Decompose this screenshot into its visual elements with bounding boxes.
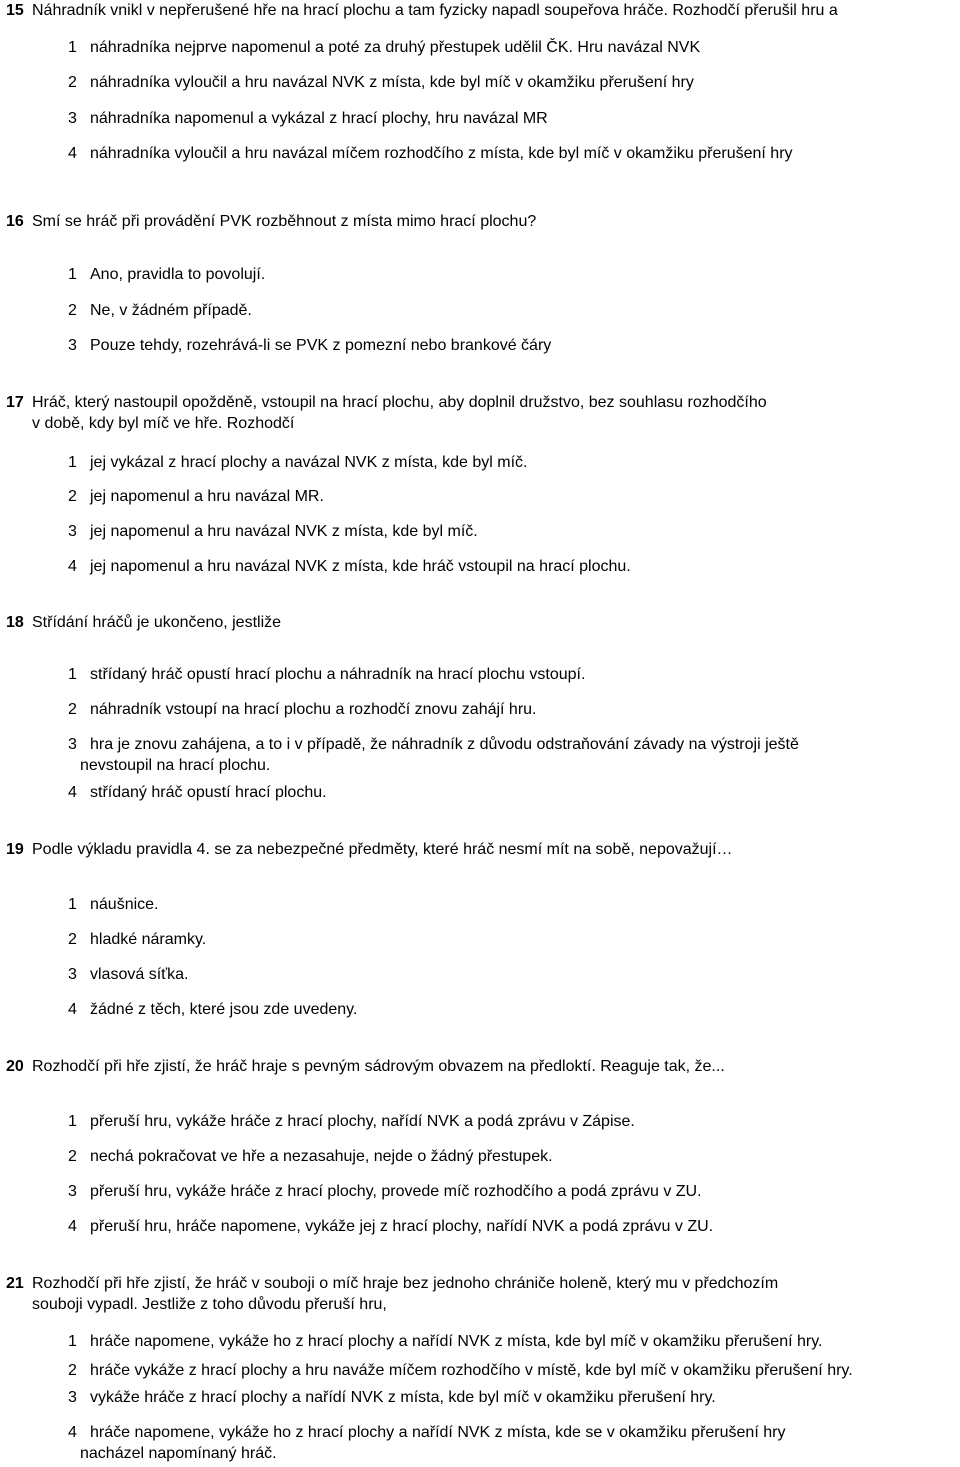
option-number: 3: [68, 523, 77, 540]
option-text: hráče napomene, vykáže ho z hrací plochy a nařídí NVK z místa, kde se v okamžiku přerušení hry: [90, 1424, 786, 1441]
option-text: náhradníka napomenul a vykázal z hrací plochy, hru navázal MR: [90, 110, 548, 127]
option-item: [0, 108, 960, 129]
option-number: 1: [68, 454, 77, 471]
question-text: Střídání hráčů je ukončeno, jestliže: [32, 614, 282, 631]
option-item: [0, 1216, 960, 1237]
option-item: [0, 964, 960, 985]
option-item: [0, 734, 960, 776]
question-16: [0, 211, 960, 354]
option-item: [0, 929, 960, 950]
option-number: 1: [68, 896, 77, 913]
option-number: 1: [68, 1333, 77, 1350]
option-text: náhradník vstoupí na hrací plochu a rozhodčí znovu zahájí hru.: [90, 701, 537, 718]
option-text: střídaný hráč opustí hrací plochu a náhradník na hrací plochu vstoupí.: [90, 666, 586, 683]
option-number: 2: [68, 1148, 77, 1165]
option-number: 4: [68, 1218, 77, 1235]
option-text: přeruší hru, vykáže hráče z hrací plochy, nařídí NVK a podá zprávu v Zápise.: [90, 1113, 635, 1130]
option-text: vlasová síťka.: [90, 966, 189, 983]
option-item: [0, 1181, 960, 1202]
option-item: [0, 486, 960, 507]
option-number: 2: [68, 701, 77, 718]
option-number: 4: [68, 1001, 77, 1018]
option-text: jej napomenul a hru navázal NVK z místa, kde hráč vstoupil na hrací plochu.: [90, 558, 631, 575]
option-number: 2: [68, 1362, 77, 1379]
option-text: náhradníka vyloučil a hru navázal NVK z místa, kde byl míč v okamžiku přerušení hry: [90, 74, 694, 91]
option-item: [0, 335, 960, 356]
question-text: Smí se hráč při provádění PVK rozběhnout z místa mimo hrací plochu?: [32, 213, 537, 230]
question-text: Náhradník vnikl v nepřerušené hře na hrací plochu a tam fyzicky napadl soupeřova hráče. Rozhodčí přerušil hru a: [32, 2, 838, 19]
option-number: 2: [68, 302, 77, 319]
option-item: [0, 556, 960, 577]
option-text: hráče vykáže z hrací plochy a hru naváže míčem rozhodčího v místě, kde byl míč v okamžiku přerušení hry.: [90, 1362, 853, 1379]
option-text: jej vykázal z hrací plochy a navázal NVK z místa, kde byl míč.: [90, 454, 528, 471]
option-text: náušnice.: [90, 896, 159, 913]
question-number: 15: [6, 2, 24, 19]
option-item: [0, 143, 960, 164]
option-text: Ne, v žádném případě.: [90, 302, 252, 319]
option-text: hladké náramky.: [90, 931, 207, 948]
option-text-continued: nevstoupil na hrací plochu.: [80, 757, 271, 774]
question-21: [0, 1273, 960, 1462]
option-number: 4: [68, 558, 77, 575]
option-item: [0, 1111, 960, 1132]
option-item: [0, 72, 960, 93]
option-number: 1: [68, 666, 77, 683]
option-text: žádné z těch, které jsou zde uvedeny.: [90, 1001, 358, 1018]
question-text: Hráč, který nastoupil opožděně, vstoupil na hrací plochu, aby doplnil družstvo, bez souhlasu rozhodčího: [32, 394, 767, 411]
question-number: 19: [6, 841, 24, 858]
option-number: 2: [68, 74, 77, 91]
option-number: 3: [68, 1183, 77, 1200]
option-item: [0, 999, 960, 1020]
question-number: 16: [6, 213, 24, 230]
option-item: [0, 452, 960, 473]
question-number: 17: [6, 394, 24, 411]
option-number: 2: [68, 488, 77, 505]
question-text: Rozhodčí při hře zjistí, že hráč hraje s pevným sádrovým obvazem na předloktí. Reaguje tak, že...: [32, 1058, 725, 1075]
option-item: [0, 300, 960, 321]
option-item: [0, 1387, 960, 1408]
option-text: hra je znovu zahájena, a to i v případě, že náhradník z důvodu odstraňování závady na výstroji ještě: [90, 736, 799, 753]
option-text-continued: nacházel napomínaný hráč.: [80, 1445, 277, 1462]
question-number: 18: [6, 614, 24, 631]
question-number: 20: [6, 1058, 24, 1075]
option-number: 4: [68, 145, 77, 162]
option-text: Pouze tehdy, rozehrává-li se PVK z pomezní nebo brankové čáry: [90, 337, 552, 354]
option-text: jej napomenul a hru navázal MR.: [90, 488, 324, 505]
option-item: [0, 664, 960, 685]
question-text-continued: v době, kdy byl míč ve hře. Rozhodčí: [32, 415, 295, 432]
option-text: náhradníka nejprve napomenul a poté za druhý přestupek udělil ČK. Hru navázal NVK: [90, 39, 701, 56]
option-text: Ano, pravidla to povolují.: [90, 266, 266, 283]
option-text: náhradníka vyloučil a hru navázal míčem rozhodčího z místa, kde byl míč v okamžiku přerušení hry: [90, 145, 793, 162]
option-item: [0, 1422, 960, 1464]
question-15: [0, 0, 960, 162]
option-item: [0, 699, 960, 720]
option-item: [0, 1360, 960, 1381]
option-item: [0, 782, 960, 803]
option-number: 4: [68, 784, 77, 801]
option-item: [0, 264, 960, 285]
option-number: 3: [68, 736, 77, 753]
option-number: 3: [68, 966, 77, 983]
question-19: [0, 839, 960, 1018]
option-item: [0, 1146, 960, 1167]
option-number: 3: [68, 1389, 77, 1406]
option-text: hráče napomene, vykáže ho z hrací plochy a nařídí NVK z místa, kde byl míč v okamžiku přerušení hry.: [90, 1333, 823, 1350]
option-number: 3: [68, 337, 77, 354]
question-20: [0, 1056, 960, 1235]
option-item: [0, 1331, 960, 1352]
option-text: střídaný hráč opustí hrací plochu.: [90, 784, 327, 801]
option-text: přeruší hru, hráče napomene, vykáže jej z hrací plochy, nařídí NVK a podá zprávu v ZU.: [90, 1218, 714, 1235]
option-number: 1: [68, 39, 77, 56]
question-text-continued: souboji vypadl. Jestliže z toho důvodu přeruší hru,: [32, 1296, 387, 1313]
option-item: [0, 521, 960, 542]
option-number: 1: [68, 1113, 77, 1130]
option-text: vykáže hráče z hrací plochy a nařídí NVK z místa, kde byl míč v okamžiku přerušení hry.: [90, 1389, 716, 1406]
option-text: jej napomenul a hru navázal NVK z místa, kde byl míč.: [90, 523, 478, 540]
option-number: 2: [68, 931, 77, 948]
question-text: Podle výkladu pravidla 4. se za nebezpečné předměty, které hráč nesmí mít na sobě, nepovažují…: [32, 841, 733, 858]
option-item: [0, 894, 960, 915]
question-18: [0, 612, 960, 801]
option-number: 4: [68, 1424, 77, 1441]
question-number: 21: [6, 1275, 24, 1292]
option-item: [0, 37, 960, 58]
question-17: [0, 392, 960, 575]
option-number: 1: [68, 266, 77, 283]
option-text: přeruší hru, vykáže hráče z hrací plochy, provede míč rozhodčího a podá zprávu v ZU.: [90, 1183, 702, 1200]
option-text: nechá pokračovat ve hře a nezasahuje, nejde o žádný přestupek.: [90, 1148, 553, 1165]
question-text: Rozhodčí při hře zjistí, že hráč v souboji o míč hraje bez jednoho chrániče holeně, který mu v předchozím: [32, 1275, 779, 1292]
option-number: 3: [68, 110, 77, 127]
